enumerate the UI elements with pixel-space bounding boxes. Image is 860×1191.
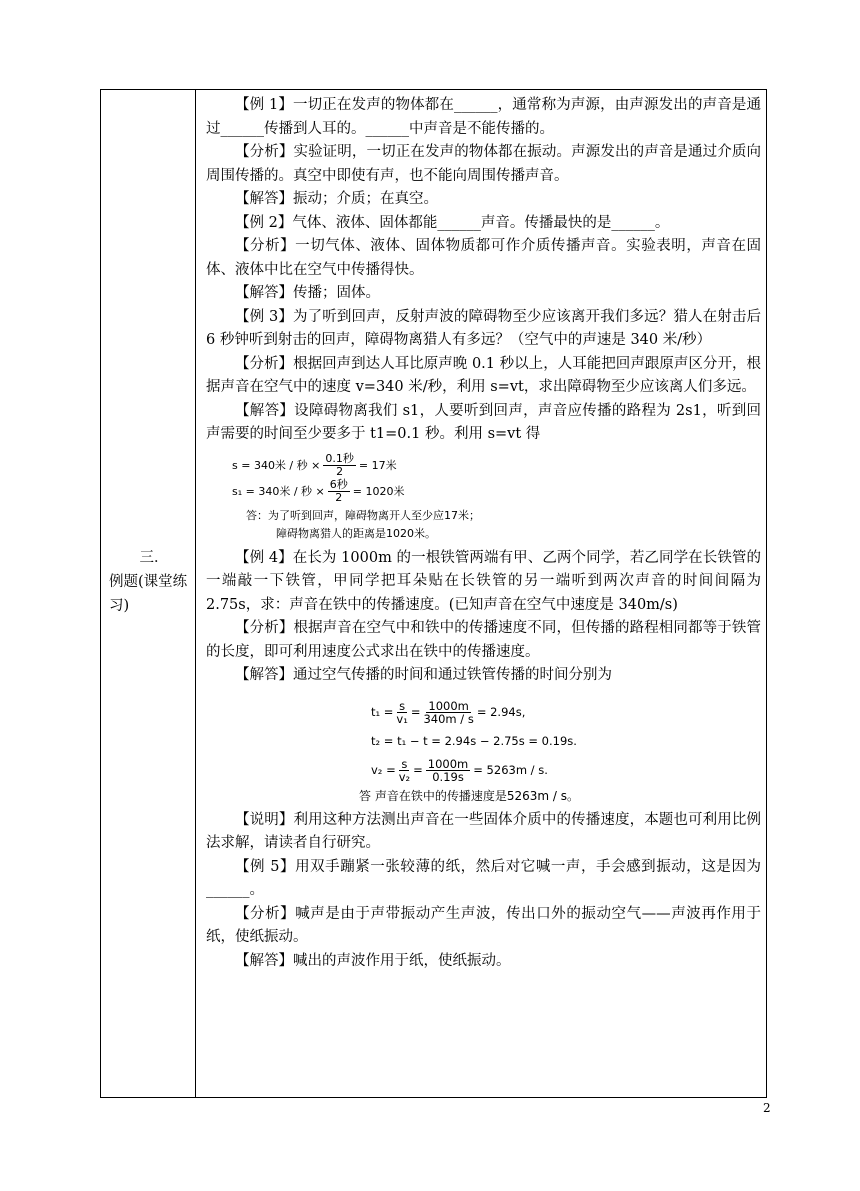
fraction	[399, 758, 410, 783]
example-2-answer: 【解答】传播；固体。	[235, 285, 380, 301]
fraction	[426, 758, 470, 783]
example-4-question: 【例 4】在长为 1000m 的一根铁管两端有甲、乙两个同学，若乙同学在长铁管的一端敲一下铁管，甲同学把耳朵贴在长铁管的另一端听到两次声音的时间间隔为 2.75s，求：声音在铁中的传播速度。(已知声音在空气中速度是 340m/s)	[206, 549, 761, 613]
fraction	[328, 479, 350, 504]
example-3-analysis: 【分析】根据回声到达人耳比原声晚 0.1 秒以上，人耳能把回声跟原声区分开，根据声音在空气中的速度 v=340 米/秒，利用 s=vt，求出障碍物至少应该离人们多远。	[206, 355, 761, 395]
example-2-question: 【例 2】气体、液体、固体都能______声音。传播最快的是______。	[235, 214, 670, 231]
formula-rhs: = 17米	[358, 458, 397, 472]
example-4-answer: 【解答】通过空气传播的时间和通过铁管传播的时间分别为	[235, 667, 612, 683]
section-label-cell	[101, 90, 196, 1097]
examples-cell	[196, 90, 766, 1097]
formula-lhs: s = 340米 / 秒 ×	[232, 458, 321, 472]
example-4-formula	[359, 698, 761, 803]
formula-row	[371, 727, 761, 756]
answer-line-2: 障碍物离猎人的距离是1020米。	[276, 526, 436, 540]
denominator: v₁	[396, 711, 408, 726]
section-number: 三．	[139, 550, 169, 566]
numerator: 0.1秒	[325, 452, 354, 465]
formula-row: v₂ = $\frac{s}{\text{v₂}}$ = $\frac{1000m}{0.19s}$ = 5263m / s.	[371, 756, 548, 784]
formula-answer: 答 声音在铁中的传播速度是5263m / s。	[359, 788, 579, 803]
example-5-question: 【例 5】用双手蹦紧一张较薄的纸，然后对它喊一声，手会感到振动，这是因为______。	[206, 858, 761, 898]
section-title: 例题(课堂练习)	[109, 574, 188, 614]
example-1-answer: 【解答】振动；介质；在真空。	[235, 191, 438, 207]
numerator: s	[399, 698, 406, 713]
formula-lhs: s₁ = 340米 / 秒 ×	[232, 484, 325, 498]
numerator: s	[401, 756, 408, 771]
fraction	[396, 700, 407, 725]
formula-lhs: t₁ =	[371, 705, 394, 719]
formula-row	[232, 479, 761, 505]
denominator: 2	[336, 465, 344, 478]
content-table	[100, 89, 767, 1098]
example-3-question: 【例 3】为了听到回声，反射声波的障碍物至少应该离开我们多远？猎人在射击后 6 秒钟听到射击的回声，障碍物离猎人有多远？（空气中的声速是 340 米/秒）	[206, 308, 761, 348]
numerator: 1000m	[427, 756, 469, 771]
formula-row	[232, 453, 761, 479]
example-2-analysis: 【分析】一切气体、液体、固体物质都可作介质传播声音。实验表明，声音在固体、液体中比在空气中传播得快。	[206, 238, 761, 278]
fraction	[323, 453, 356, 478]
answer-line-1: 答：为了听到回声，障碍物离开人至少应17米；	[246, 508, 480, 522]
formula-rhs: = 2.94s,	[476, 705, 526, 719]
example-5-analysis: 【分析】喊声是由于声带振动产生声波，传出口外的振动空气——声波再作用于纸，使纸振动。	[206, 905, 761, 945]
formula-row: t₁ = $\frac{s}{\text{v₁}}$ = $\frac{1000m}{340m / s}$ = 2.94s,	[371, 698, 526, 726]
example-3-formula	[232, 453, 761, 505]
denominator: 0.19s	[432, 769, 464, 784]
page-number: 2	[763, 1101, 771, 1115]
example-5-answer: 【解答】喊出的声波作用于纸，使纸振动。	[235, 952, 511, 969]
formula-rhs: = 1020米	[352, 484, 405, 498]
denominator: v₂	[398, 769, 411, 784]
numerator: 6秒	[329, 478, 348, 491]
fraction	[423, 700, 473, 725]
formula-line: t₂ = t₁ − t = 2.94s − 2.75s = 0.19s.	[371, 734, 577, 748]
formula-lhs: v₂ =	[371, 763, 396, 777]
example-1-question: 【例 1】一切正在发声的物体都在______，通常称为声源，由声源发出的声音是通过______传播到人耳的。______中声音是不能传播的。	[206, 97, 761, 137]
example-1-analysis: 【分析】实验证明，一切正在发声的物体都在振动。声源发出的声音是通过介质向周围传播的。真空中即使有声，也不能向周围传播声音。	[206, 144, 761, 184]
example-4-analysis: 【分析】根据声音在空气中和铁中的传播速度不同，但传播的路程相同都等于铁管的长度，即可利用速度公式求出在铁中的传播速度。	[206, 620, 761, 660]
denominator: 2	[335, 491, 343, 504]
denominator: 340m / s	[423, 711, 474, 726]
section-label	[109, 546, 191, 618]
example-3-answer: 【解答】设障碍物离我们 s1，人要听到回声，声音应传播的路程为 2s1，听到回声需要的时间至少要多于 t1=0.1 秒。利用 s=vt 得	[206, 402, 761, 442]
example-3-formula-answer	[246, 507, 761, 543]
formula-rhs: = 5263m / s.	[473, 763, 548, 777]
numerator: 1000m	[428, 698, 469, 713]
example-4-note: 【说明】利用这种方法测出声音在一些固体介质中的传播速度，本题也可利用比例法求解，请读者自行研究。	[206, 811, 761, 851]
